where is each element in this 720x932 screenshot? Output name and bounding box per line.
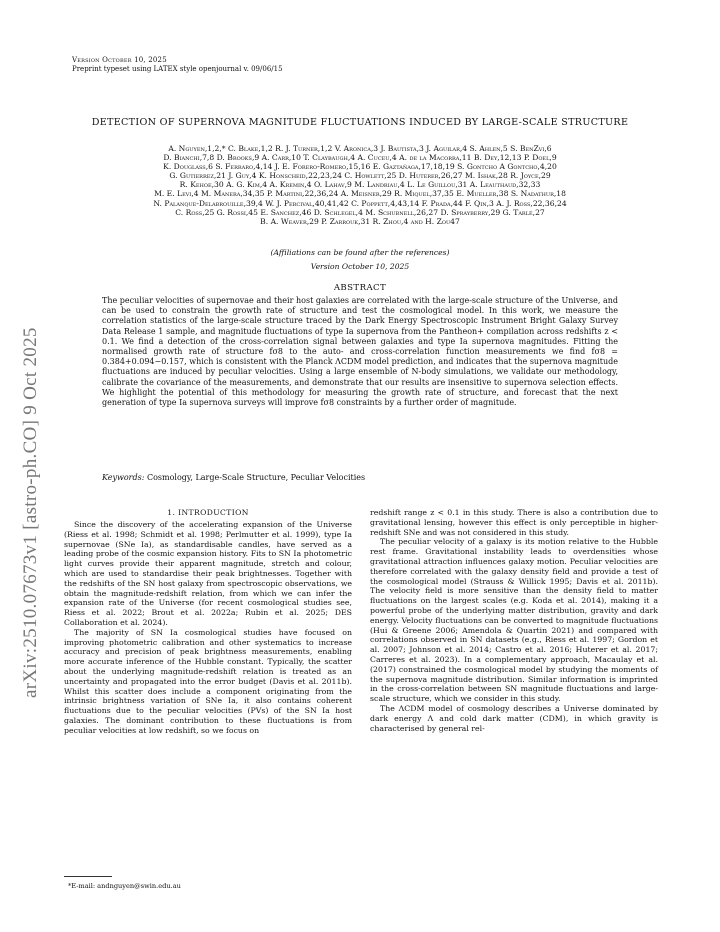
paragraph: The majority of SN Ia cosmological studies have focused on improving photometric calibration and other systematics to increase accuracy and precision of peak brightness measurements, enabling more accurate inference of the Hubble constant. Typically, the scatter about the underlying magnitude-redshift relation is treated as an uncertainty and propagated into the error budget (Davis et al. 2011b). Whilst this scatter does include a component originating from the intrinsic brightness variation of SNe Ia, it also contains coherent fluctuations due to the peculiar velocities (PVs) of the SN Ia host galaxies. The dominant contribution to these fluctuations is from peculiar velocities at low redshift, so we focus on: [64, 627, 352, 735]
abstract-text: The peculiar velocities of supernovae and their host galaxies are correlated with the large-scale structure of the Universe, and can be used to constrain the growth rate of structure and test the cosmological model. In this work, we measure the correlation statistics of the large-scale structure traced by the Dark Energy Spectroscopic Instrument Bright Galaxy Survey Data Release 1 sample, and magnitude fluctuations of type Ia supernova from the Pantheon+ compilation across redshifts z < 0.1. We find a detection of the cross-correlation signal between galaxies and type Ia supernova magnitudes. Fitting the normalised growth rate of structure fσ8 to the auto- and cross-correlation function measurements we find fσ8 = 0.384+0.094−0.157, which is consistent with the Planck ΛCDM model prediction, and indicates that the supernova magnitude fluctuations are induced by peculiar velocities. Using a large ensemble of N-body simulations, we validate our methodology, calibrate the covariance of the measurements, and demonstrate that our results are insensitive to supernova selection effects. We highlight the potential of this methodology for measuring the growth rate of structure, and forecast that the next generation of type Ia supernova surveys will improve fσ8 constraints by a further order of magnitude.: [102, 296, 618, 408]
author-line: B. A. Weaver,29 P. Zarrouk,31 R. Zhou,4 and H. Zou47: [260, 216, 460, 226]
abstract-heading: ABSTRACT: [333, 283, 387, 293]
section-heading-introduction: 1. INTRODUCTION: [167, 508, 249, 517]
author-list: [60, 144, 660, 226]
arxiv-stamp-text: arXiv:2510.07673v1 [astro-ph.CO] 9 Oct 2025: [20, 327, 41, 698]
paper-title: DETECTION OF SUPERNOVA MAGNITUDE FLUCTUATIONS INDUCED BY LARGE-SCALE STRUCTURE: [91, 117, 629, 128]
keywords: [102, 473, 618, 482]
paragraph: The ΛCDM model of cosmology describes a Universe dominated by dark energy Λ and cold dark matter (CDM), in which gravity is characterised by general rel-: [370, 703, 658, 733]
paragraph: The peculiar velocity of a galaxy is its motion relative to the Hubble rest frame. Gravitational instability leads to overdensities whose gravitational attraction influences galaxy motion. Peculiar velocities are therefore correlated with the galaxy density field and provide a test of the cosmological model (Strauss & Willick 1995; Davis et al. 2011b). The velocity field is more sensitive than the density field to matter fluctuations on the largest scales (e.g. Koda et al. 2014), making it a powerful probe of the underlying matter distribution, gravity and dark energy. Velocity fluctuations can be converted to magnitude fluctuations (Hui & Greene 2006; Amendola & Quartin 2021) and compared with correlations observed in SN datasets (e.g., Riess et al. 1997; Gordon et al. 2007; Johnson et al. 2014; Castro et al. 2016; Huterer et al. 2017; Carreres et al. 2023). In a complementary approach, Macaulay et al. (2017) constrained the cosmological model by studying the moments of the supernova magnitude distribution. Similar information is imprinted in the cross-correlation between SN magnitude fluctuations and large-scale structure, which we consider in this study.: [370, 537, 658, 704]
paragraph: Since the discovery of the accelerating expansion of the Universe (Riess et al. 1998; Schmidt et al. 1998; Perlmutter et al. 1999), type Ia supernovae (SNe Ia), as standardisable candles, have served as a leading probe of the cosmic expansion history. Fits to SN Ia photometric light curves provide their apparent magnitude, stretch and colour, which are used to standardise their peak brightnesses. Together with the redshifts of the SN host galaxy from spectroscopic observations, we obtain the magnitude-redshift relation, from which we can infer the expansion rate of the Universe (for recent cosmological studies see, Riess et al. 2022; Brout et al. 2022a; Rubin et al. 2025; DES Collaboration et al. 2024).: [64, 520, 352, 627]
author-line: D. Bianchi,7,8 D. Brooks,9 A. Carr,10 T. Claybaugh,4 A. Cuceu,4 A. de la Macorra,11 B. Dey,12,13 P. Doel,9: [163, 153, 557, 163]
arxiv-stamp[interactable]: [2, 248, 41, 698]
keywords-text: Cosmology, Large-Scale Structure, Peculiar Velocities: [146, 473, 366, 482]
keywords-label: Keywords:: [102, 473, 145, 482]
footnote-email: *E-mail: andnguyen@swin.edu.au: [68, 882, 181, 890]
right-column: [370, 508, 658, 733]
paragraph: redshift range z < 0.1 in this study. There is also a contribution due to gravitational lensing, however this effect is only perceptible in higher-redshift SNe and was not considered in this study.: [370, 508, 658, 537]
author-line: M. E. Levi,4 M. Manera,34,35 P. Martini,22,36,24 A. Meisner,29 R. Miquel,37,35 E. Mueller,38 S. Nadathur,18: [154, 189, 566, 199]
version-line: Version October 10, 2025: [72, 56, 167, 64]
author-line: K. Douglass,6 S. Ferraro,4,14 J. E. Forero-Romero,15,16 E. Gaztañaga,17,18,19 S. Gontcho A Gontcho,4,20: [163, 162, 557, 172]
left-column: [64, 520, 352, 736]
author-line: G. Gutierrez,21 J. Guy,4 K. Honscheid,22,23,24 C. Howlett,25 D. Huterer,26,27 M. Ishak,28 R. Joyce,29: [169, 171, 551, 181]
author-line: N. Palanque-Delabrouille,39,4 W. J. Percival,40,41,42 C. Poppett,4,43,14 F. Prada,44 F. Qin,3 A. J. Ross,22,36,24: [153, 198, 567, 208]
preprint-line: Preprint typeset using LATEX style openjournal v. 09/06/15: [72, 65, 283, 73]
author-line: C. Ross,25 G. Rossi,45 E. Sanchez,46 D. Schlegel,4 M. Schubnell,26,27 D. Sprayberry,29 G. Tarlé,27: [175, 207, 545, 217]
author-line: R. Kehoe,30 A. G. Kim,4 A. Kremin,4 O. Lahav,9 M. Landriau,4 L. Le Guillou,31 A. Leauthaud,32,33: [179, 180, 541, 190]
author-line: A. Nguyen,1,2,* C. Blake,1,2 R. J. Turner,1,2 V. Aronica,3 J. Bautista,3 J. Aguilar,4 S. Ahlen,5 S. BenZvi,6: [168, 144, 552, 153]
footnote-divider: [64, 876, 112, 877]
version-note: Version October 10, 2025: [310, 262, 410, 271]
affiliations-note: (Affiliations can be found after the references): [270, 248, 450, 257]
running-header: [72, 56, 283, 74]
